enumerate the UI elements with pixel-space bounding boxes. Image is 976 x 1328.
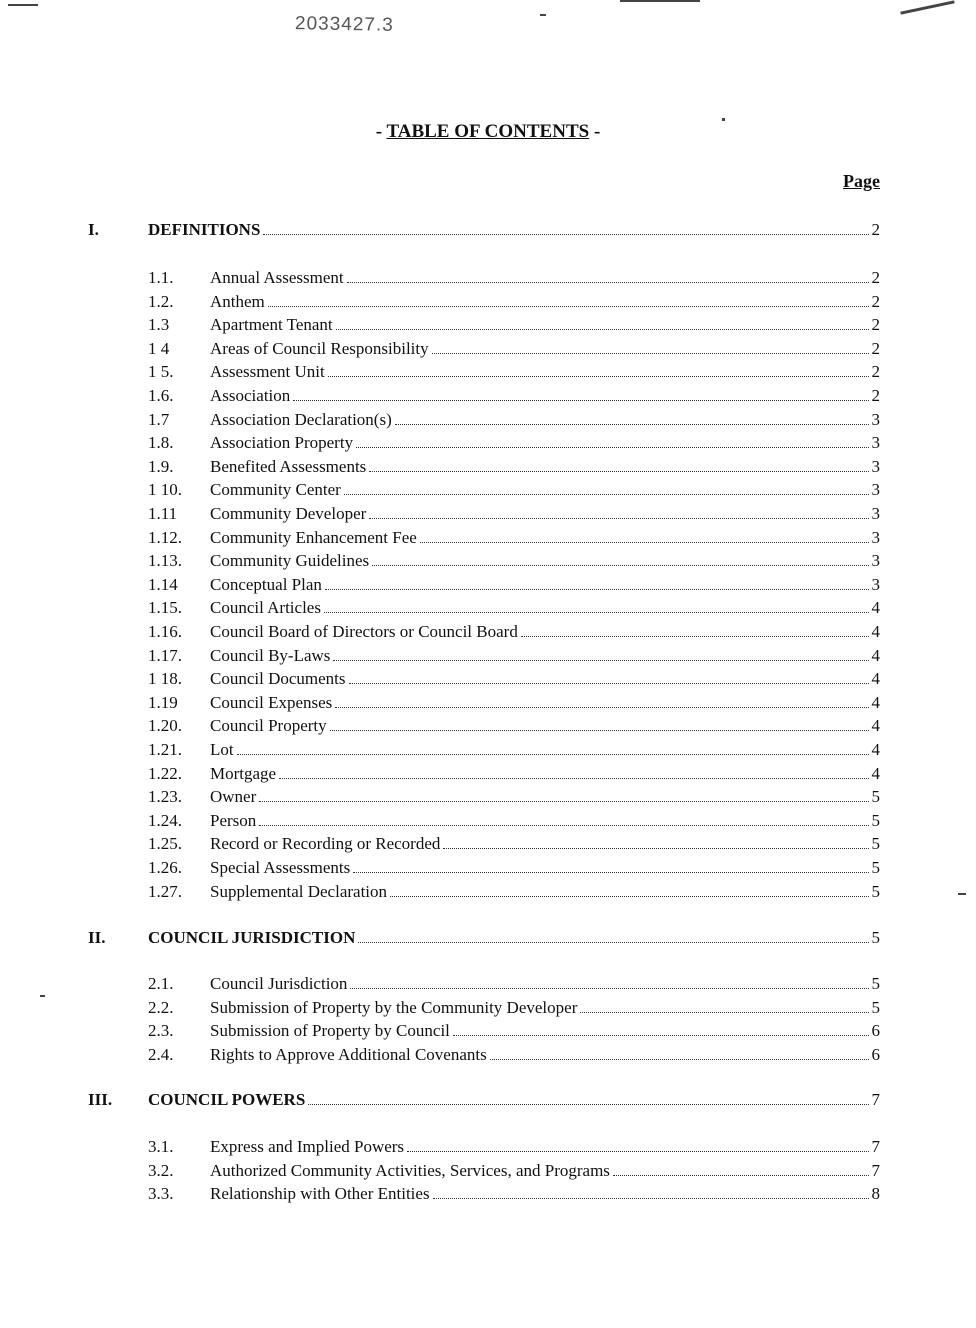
entry-label: Relationship with Other Entities: [210, 1184, 430, 1204]
page-number: 3: [871, 409, 880, 429]
entry-label: Rights to Approve Additional Covenants: [210, 1044, 487, 1064]
entry-label: Benefited Assessments: [210, 456, 367, 476]
dot-leader: [369, 503, 868, 519]
entry-label: Special Assessments: [210, 858, 351, 877]
section-numeral: II.: [88, 928, 106, 947]
entry-number: 1.23.: [148, 787, 182, 807]
dot-leader: [350, 973, 868, 989]
dot-leader: [293, 385, 868, 401]
page-number: 2: [871, 338, 880, 358]
page-number: 5: [871, 810, 880, 830]
dot-leader: [347, 267, 869, 283]
dot-leader: [335, 692, 868, 708]
toc-entry[interactable]: [0, 832, 976, 856]
entry-label: Council Board of Directors or Council Board: [210, 622, 518, 641]
page-number: 3: [871, 433, 880, 453]
entry-number: 3.3.: [148, 1184, 174, 1204]
toc-entry[interactable]: [0, 667, 976, 691]
page-number: 3: [871, 456, 880, 476]
toc-entry[interactable]: [0, 1043, 976, 1067]
dot-leader: [330, 715, 869, 731]
toc-entry[interactable]: [0, 408, 976, 432]
entry-number: 3.2.: [148, 1160, 174, 1180]
toc-entry[interactable]: [0, 478, 976, 502]
entry-label: Council By-Laws: [210, 645, 331, 665]
entry-number: 1.12.: [148, 527, 182, 547]
page-column-heading: Page: [843, 171, 880, 191]
toc-entry[interactable]: [0, 266, 976, 290]
dot-leader: [336, 314, 869, 330]
page-number: 8: [871, 1184, 880, 1204]
entry-label: Council Property: [210, 716, 327, 736]
toc-entry[interactable]: [0, 1019, 976, 1043]
toc-entry[interactable]: [0, 996, 976, 1020]
toc-entry[interactable]: [0, 549, 976, 573]
toc-entry[interactable]: [0, 455, 976, 479]
entry-label: Council Articles: [210, 598, 321, 618]
dot-leader: [358, 927, 868, 943]
toc-section[interactable]: [0, 926, 976, 950]
page-number: 3: [871, 574, 880, 594]
toc-entry[interactable]: [0, 972, 976, 996]
toc-entry[interactable]: [0, 1135, 976, 1159]
toc-entry[interactable]: [0, 337, 976, 361]
entry-label: Assessment Unit: [210, 362, 325, 382]
toc-entry[interactable]: [0, 384, 976, 408]
entry-label: Anthem: [210, 291, 265, 311]
entry-label: Association Declaration(s): [210, 409, 392, 429]
dot-leader: [349, 668, 869, 684]
entry-number: 1.14: [148, 574, 178, 594]
dot-leader: [325, 574, 869, 590]
page-number: 3: [871, 504, 880, 523]
page-number: 2: [871, 362, 880, 382]
page-number: 4: [871, 598, 880, 618]
page-number: 7: [871, 1137, 880, 1156]
entry-number: 1.9.: [148, 456, 174, 476]
page-number: 3: [871, 527, 880, 547]
scan-speck: [8, 4, 38, 6]
entry-number: 1 4: [148, 338, 170, 358]
page-number: 2: [871, 220, 880, 239]
entry-number: 1.21.: [148, 740, 182, 759]
toc-entry[interactable]: [0, 691, 976, 715]
entry-label: Lot: [210, 740, 234, 759]
dot-leader: [433, 1183, 869, 1199]
toc-entry[interactable]: [0, 714, 976, 738]
toc-entry[interactable]: [0, 526, 976, 550]
dot-leader: [259, 810, 868, 826]
scan-speck: [900, 0, 954, 14]
page-number: 5: [871, 928, 880, 947]
dot-leader: [372, 550, 868, 566]
entry-number: 1.13.: [148, 551, 182, 571]
entry-number: 1.2.: [148, 291, 174, 311]
page-number: 6: [871, 1021, 880, 1041]
toc-section[interactable]: [0, 1088, 976, 1112]
dot-leader: [443, 833, 868, 849]
entry-number: 1.15.: [148, 598, 182, 618]
toc-entry[interactable]: [0, 762, 976, 786]
entry-label: Community Center: [210, 480, 341, 500]
entry-number: 1.27.: [148, 881, 182, 901]
dot-leader: [356, 432, 868, 448]
toc-entry[interactable]: [0, 1159, 976, 1183]
entry-number: 3.1.: [148, 1137, 174, 1156]
dot-leader: [453, 1020, 869, 1036]
toc-entry[interactable]: [0, 290, 976, 314]
dot-leader: [328, 361, 869, 377]
scan-speck: [620, 0, 700, 2]
toc-section[interactable]: [0, 218, 976, 242]
entry-label: Council Documents: [210, 669, 346, 689]
entry-number: 1.16.: [148, 622, 182, 641]
entry-number: 1.20.: [148, 716, 182, 736]
toc-entry[interactable]: [0, 785, 976, 809]
entry-label: Mortgage: [210, 763, 277, 783]
entry-number: 2.4.: [148, 1044, 174, 1064]
section-title: DEFINITIONS: [148, 220, 261, 239]
entry-number: 2.3.: [148, 1021, 174, 1041]
page-number: 6: [871, 1044, 880, 1064]
dot-leader: [580, 997, 868, 1013]
dot-leader: [268, 291, 869, 307]
toc-entry[interactable]: [0, 431, 976, 455]
entry-label: Express and Implied Powers: [210, 1137, 405, 1156]
page-number: 2: [871, 291, 880, 311]
dot-leader: [432, 338, 869, 354]
entry-number: 1 5.: [148, 362, 174, 382]
dot-leader: [420, 527, 869, 543]
entry-number: 1.11: [148, 504, 178, 523]
entry-label: Apartment Tenant: [210, 315, 333, 335]
dot-leader: [333, 645, 868, 661]
dot-leader: [259, 786, 868, 802]
page-number: 5: [871, 881, 880, 901]
entry-label: Owner: [210, 787, 257, 807]
page-number: 4: [871, 716, 880, 736]
page-number: 7: [871, 1160, 880, 1180]
toc-entry[interactable]: [0, 738, 976, 762]
entry-number: 1 10.: [148, 480, 182, 500]
section-numeral: I.: [88, 220, 99, 239]
entry-label: Community Guidelines: [210, 551, 370, 571]
toc-entry[interactable]: [0, 573, 976, 597]
dot-leader: [521, 621, 869, 637]
toc-entry[interactable]: [0, 360, 976, 384]
page-number: 5: [871, 974, 880, 993]
entry-number: 1.22.: [148, 763, 182, 783]
toc-entry[interactable]: [0, 620, 976, 644]
document-id-stamp: 2033427.3: [294, 13, 395, 36]
section-title: COUNCIL JURISDICTION: [148, 928, 356, 947]
entry-label: Community Enhancement Fee: [210, 527, 417, 547]
entry-label: Record or Recording or Recorded: [210, 834, 441, 854]
toc-entry[interactable]: [0, 809, 976, 833]
page-number: 7: [871, 1090, 880, 1109]
entry-label: Areas of Council Responsibility: [210, 338, 429, 358]
toc-entry[interactable]: [0, 1182, 976, 1206]
dot-leader: [395, 409, 869, 425]
toc-entry[interactable]: [0, 596, 976, 620]
dot-leader: [308, 1089, 868, 1105]
entry-label: Association: [210, 386, 291, 405]
page-number: 4: [871, 622, 880, 641]
entry-number: 2.2.: [148, 997, 174, 1017]
dot-leader: [390, 881, 868, 897]
dot-leader: [279, 763, 868, 779]
page-number: 4: [871, 740, 880, 759]
dot-leader: [369, 456, 868, 472]
entry-label: Community Developer: [210, 504, 367, 523]
page-number: 2: [871, 315, 880, 335]
entry-label: Submission of Property by the Community Developer: [210, 997, 578, 1017]
entry-number: 1.24.: [148, 810, 182, 830]
entry-number: 1.19: [148, 692, 178, 712]
section-title: COUNCIL POWERS: [148, 1090, 306, 1109]
entry-label: Association Property: [210, 433, 354, 453]
entry-label: Submission of Property by Council: [210, 1021, 450, 1041]
dot-leader: [613, 1160, 869, 1176]
entry-number: 1 18.: [148, 669, 182, 689]
toc-entry[interactable]: [0, 502, 976, 526]
entry-label: Council Jurisdiction: [210, 974, 348, 993]
dot-leader: [324, 597, 869, 613]
entry-number: 1.25.: [148, 834, 182, 854]
page-number: 4: [871, 645, 880, 665]
page-number: 4: [871, 692, 880, 712]
entry-number: 1.1.: [148, 268, 174, 287]
dot-leader: [490, 1044, 869, 1060]
page-number: 5: [871, 834, 880, 854]
toc-entry[interactable]: [0, 313, 976, 337]
scan-speck: [540, 14, 546, 16]
page-number: 5: [871, 997, 880, 1017]
entry-label: Supplemental Declaration: [210, 881, 388, 901]
entry-label: Person: [210, 810, 257, 830]
dot-leader: [237, 739, 869, 755]
page-number: 3: [871, 480, 880, 500]
dot-leader: [344, 479, 869, 495]
entry-number: 1.26.: [148, 858, 182, 877]
page-number: 2: [871, 268, 880, 287]
page-title: - TABLE OF CONTENTS -: [375, 121, 601, 142]
section-numeral: III.: [88, 1090, 113, 1109]
entry-number: 2.1.: [148, 974, 174, 993]
entry-number: 1.3: [148, 315, 170, 335]
page-number: 3: [871, 551, 880, 571]
entry-number: 1.6.: [148, 386, 174, 405]
toc-entry[interactable]: [0, 856, 976, 880]
dot-leader: [407, 1136, 868, 1152]
page-number: 5: [871, 787, 880, 807]
page-number: 4: [871, 669, 880, 689]
entry-number: 1.7: [148, 409, 170, 429]
entry-label: Conceptual Plan: [210, 574, 322, 594]
entry-label: Annual Assessment: [210, 268, 344, 287]
page-number: 2: [871, 386, 880, 405]
entry-label: Council Expenses: [210, 692, 333, 712]
toc-entry[interactable]: [0, 880, 976, 904]
page-number: 4: [871, 763, 880, 783]
toc-entry[interactable]: [0, 644, 976, 668]
entry-number: 1.17.: [148, 645, 182, 665]
dot-leader: [353, 857, 868, 873]
entry-number: 1.8.: [148, 433, 174, 453]
entry-label: Authorized Community Activities, Services, and Programs: [210, 1160, 610, 1180]
dot-leader: [263, 219, 868, 235]
page-number: 5: [871, 858, 880, 877]
